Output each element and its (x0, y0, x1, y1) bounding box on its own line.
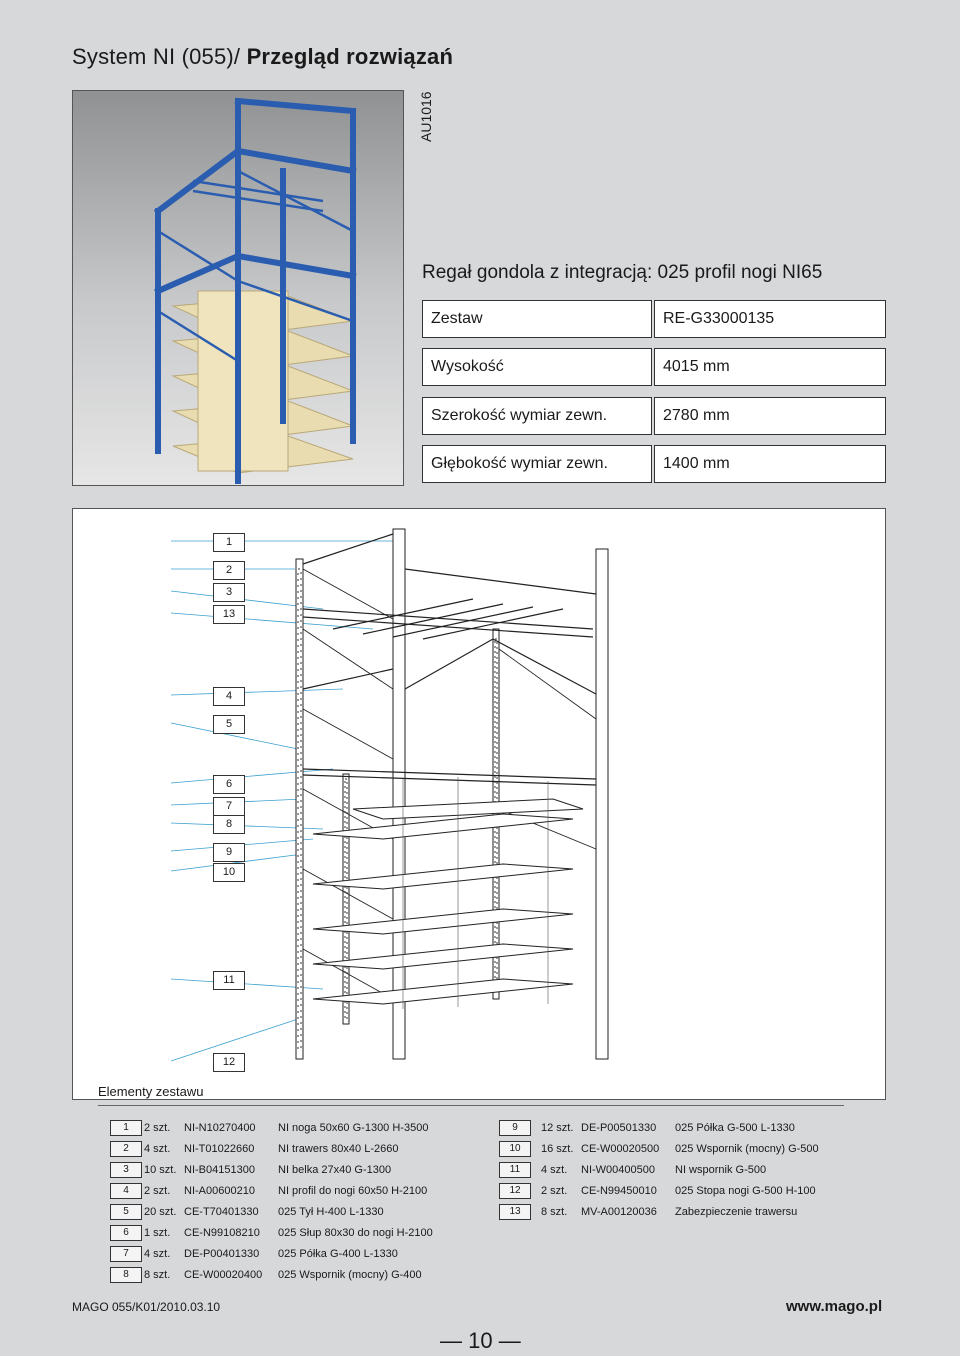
element-number: 3 (110, 1162, 142, 1178)
product-subtitle: Regał gondola z integracją: 025 profil nogi NI65 (422, 262, 823, 283)
spec-value: RE-G33000135 (654, 300, 886, 338)
spec-label: Szerokość wymiar zewn. (422, 397, 652, 435)
element-quantity: 20 szt. (144, 1206, 177, 1218)
element-number: 4 (110, 1183, 142, 1199)
page-number: — 10 — (440, 1328, 521, 1353)
callout-2: 2 (213, 561, 245, 580)
element-row (110, 1225, 470, 1241)
element-number: 11 (499, 1162, 531, 1178)
product-code-text: AU1016 (418, 91, 434, 142)
element-code: NI-W00400500 (581, 1164, 655, 1176)
callout-3: 3 (213, 583, 245, 602)
callout-6: 6 (213, 775, 245, 794)
element-quantity: 12 szt. (541, 1122, 574, 1134)
element-row (110, 1267, 470, 1283)
element-number: 5 (110, 1204, 142, 1220)
website-link[interactable]: www.mago.pl (786, 1298, 883, 1315)
element-quantity: 4 szt. (144, 1143, 171, 1155)
element-number: 9 (499, 1120, 531, 1136)
element-description: 025 Wspornik (mocny) G-400 (278, 1269, 422, 1281)
element-description: 025 Półka G-500 L-1330 (675, 1122, 795, 1134)
assembly-diagram (72, 508, 886, 1100)
element-row (110, 1204, 470, 1220)
spec-row-depth (422, 445, 886, 483)
element-description: NI wspornik G-500 (675, 1164, 767, 1176)
product-code-vertical (412, 92, 442, 152)
product-photo (72, 90, 404, 486)
callout-12: 12 (213, 1053, 245, 1072)
spec-label: Głębokość wymiar zewn. (422, 445, 652, 483)
element-number: 13 (499, 1204, 531, 1220)
element-description: NI noga 50x60 G-1300 H-3500 (278, 1122, 429, 1134)
element-row (110, 1246, 470, 1262)
element-description: 025 Stopa nogi G-500 H-100 (675, 1185, 816, 1197)
element-quantity: 16 szt. (541, 1143, 574, 1155)
element-row (499, 1204, 859, 1220)
element-row (499, 1162, 859, 1178)
element-number: 1 (110, 1120, 142, 1136)
rack-photo-illustration (73, 91, 403, 485)
element-quantity: 4 szt. (144, 1248, 171, 1260)
element-quantity: 10 szt. (144, 1164, 177, 1176)
spec-value: 1400 mm (654, 445, 886, 483)
spec-value: 2780 mm (654, 397, 886, 435)
element-description: NI profil do nogi 60x50 H-2100 (278, 1185, 428, 1197)
spec-row-width (422, 397, 886, 435)
element-number: 12 (499, 1183, 531, 1199)
element-description: 025 Słup 80x30 do nogi H-2100 (278, 1227, 433, 1239)
element-quantity: 8 szt. (541, 1206, 568, 1218)
element-number: 2 (110, 1141, 142, 1157)
element-code: MV-A00120036 (581, 1206, 657, 1218)
element-quantity: 8 szt. (144, 1269, 171, 1281)
element-description: 025 Tył H-400 L-1330 (278, 1206, 384, 1218)
callout-1: 1 (213, 533, 245, 552)
element-description: 025 Wspornik (mocny) G-500 (675, 1143, 819, 1155)
spec-row-set (422, 300, 886, 338)
element-row (499, 1141, 859, 1157)
element-row (110, 1120, 470, 1136)
callout-13: 13 (213, 605, 245, 624)
element-row (110, 1183, 470, 1199)
element-number: 10 (499, 1141, 531, 1157)
element-row (499, 1183, 859, 1199)
element-number: 7 (110, 1246, 142, 1262)
callout-11: 11 (213, 971, 245, 990)
callout-9: 9 (213, 843, 245, 862)
callout-7: 7 (213, 797, 245, 816)
callout-4: 4 (213, 687, 245, 706)
page-title (72, 44, 453, 70)
element-code: CE-N99108210 (184, 1227, 260, 1239)
element-code: NI-N10270400 (184, 1122, 256, 1134)
document-reference: MAGO 055/K01/2010.03.10 (72, 1300, 221, 1314)
element-description: NI belka 27x40 G-1300 (278, 1164, 392, 1176)
element-quantity: 2 szt. (144, 1185, 171, 1197)
element-quantity: 2 szt. (541, 1185, 568, 1197)
element-quantity: 1 szt. (144, 1227, 171, 1239)
callout-10: 10 (213, 863, 245, 882)
rack-line-drawing (73, 509, 885, 1099)
element-code: NI-T01022660 (184, 1143, 255, 1155)
element-description: Zabezpieczenie trawersu (675, 1206, 798, 1218)
element-code: CE-W00020400 (184, 1269, 263, 1281)
element-row (110, 1162, 470, 1178)
element-row (499, 1120, 859, 1136)
element-quantity: 2 szt. (144, 1122, 171, 1134)
title-bold: Przegląd rozwiązań (246, 44, 454, 69)
element-quantity: 4 szt. (541, 1164, 568, 1176)
spec-value: 4015 mm (654, 348, 886, 386)
element-code: CE-W00020500 (581, 1143, 660, 1155)
callout-5: 5 (213, 715, 245, 734)
callout-8: 8 (213, 815, 245, 834)
element-code: DE-P00401330 (184, 1248, 260, 1260)
element-number: 6 (110, 1225, 142, 1241)
elements-heading: Elementy zestawu (98, 1084, 204, 1099)
title-prefix: System NI (055)/ (72, 44, 247, 69)
element-row (110, 1141, 470, 1157)
element-description: NI trawers 80x40 L-2660 (278, 1143, 399, 1155)
element-code: NI-B04151300 (184, 1164, 255, 1176)
element-description: 025 Półka G-400 L-1330 (278, 1248, 398, 1260)
element-code: DE-P00501330 (581, 1122, 657, 1134)
element-number: 8 (110, 1267, 142, 1283)
spec-label: Wysokość (422, 348, 652, 386)
element-code: NI-A00600210 (184, 1185, 255, 1197)
spec-row-height (422, 348, 886, 386)
spec-label: Zestaw (422, 300, 652, 338)
element-code: CE-T70401330 (184, 1206, 259, 1218)
divider (98, 1105, 844, 1106)
element-code: CE-N99450010 (581, 1185, 657, 1197)
